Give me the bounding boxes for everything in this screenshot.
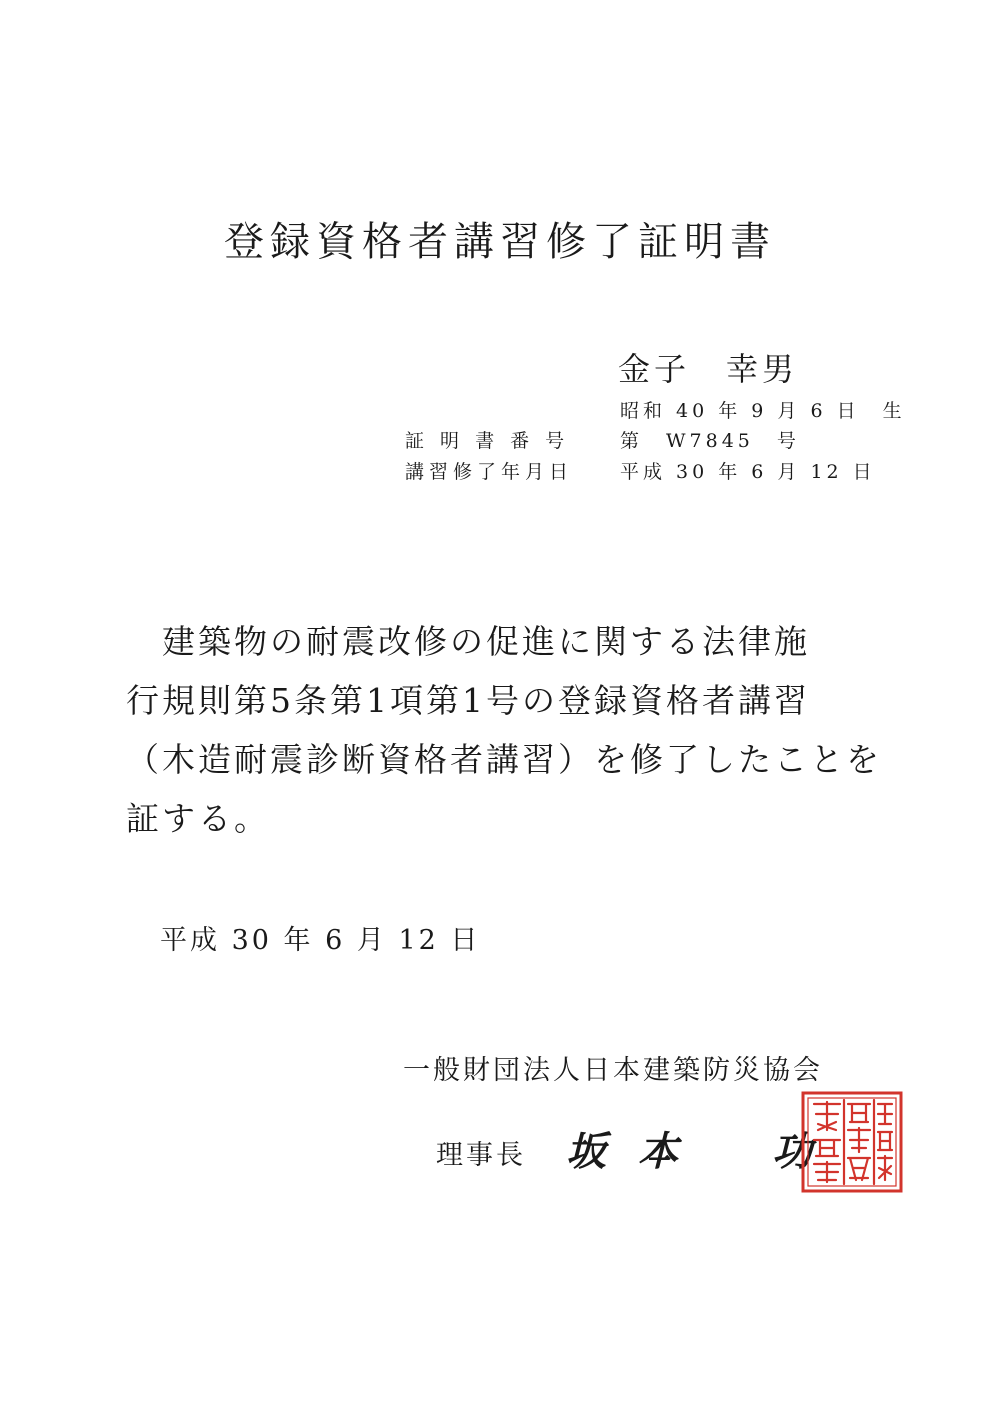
certificate-title: 登録資格者講習修了証明書 — [224, 219, 776, 265]
completion-date-value: 平成 30 年 6 月 12 日 — [620, 461, 876, 483]
issue-date: 平成 30 年 6 月 12 日 — [160, 925, 481, 956]
issuer-organization: 一般財団法人日本建築防災協会 — [403, 1055, 823, 1086]
statement-line: 建築物の耐震改修の促進に関する法律施 — [162, 622, 810, 661]
certification-statement — [126, 612, 886, 848]
statement-line: 証する。 — [126, 799, 270, 838]
signature-char: 功 — [772, 1128, 812, 1175]
signature-char: 坂 — [566, 1128, 606, 1175]
statement-line: 行規則第5条第1項第1号の登録資格者講習 — [126, 681, 810, 720]
official-seal — [800, 1090, 904, 1194]
holder-name: 金子 幸男 — [618, 350, 799, 388]
signature-char: 本 — [638, 1128, 678, 1175]
completion-date-label: 講習修了年月日 — [405, 461, 574, 483]
certificate-number-value: 第 W7845 号 — [620, 430, 800, 452]
issuer-role: 理事長 — [436, 1140, 526, 1171]
holder-birth-date: 昭和 40 年 9 月 6 日 生 — [620, 400, 906, 422]
certificate-number-label: 証 明 書 番 号 — [405, 430, 570, 452]
statement-line: （木造耐震診断資格者講習）を修了したことを — [126, 740, 882, 779]
